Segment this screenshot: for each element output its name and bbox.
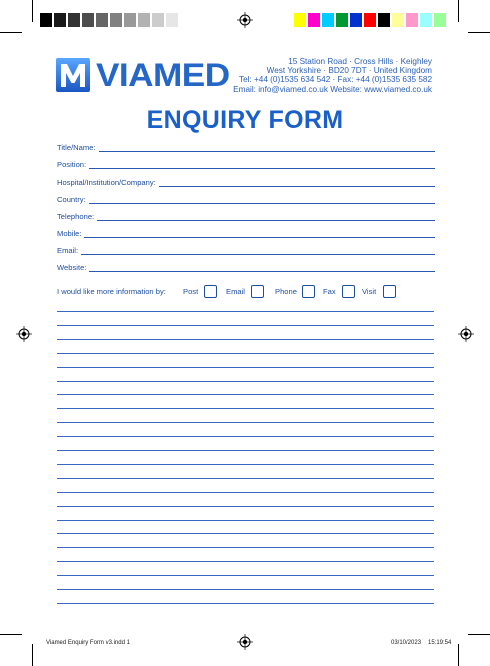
color-swatch (322, 13, 334, 27)
option-label: Visit (362, 287, 377, 296)
post-checkbox[interactable] (204, 285, 217, 298)
registration-mark-top-icon (237, 12, 253, 28)
comment-line[interactable] (57, 381, 434, 382)
comment-line[interactable] (57, 450, 434, 451)
comment-line[interactable] (57, 547, 434, 548)
field-line[interactable] (57, 254, 435, 255)
comment-line[interactable] (57, 353, 434, 354)
address-email-web: Email: info@viamed.co.uk Website: www.viamed.co.uk (233, 85, 432, 94)
field-line[interactable] (57, 168, 435, 169)
gray-swatch (96, 13, 108, 27)
field-line[interactable] (57, 237, 435, 238)
gray-swatch (166, 13, 178, 27)
comment-line[interactable] (57, 478, 434, 479)
comment-line[interactable] (57, 492, 434, 493)
contact-preference-row (57, 285, 437, 299)
color-swatch (406, 13, 418, 27)
comment-line[interactable] (57, 394, 434, 395)
field-label: Hospital/Institution/Company: (57, 178, 159, 187)
footer-time: 15:19:54 (428, 640, 452, 646)
color-swatch (308, 13, 320, 27)
crop-mark-bottom-right-h (468, 634, 490, 635)
fax-checkbox[interactable] (342, 285, 355, 298)
title-name-field[interactable] (57, 141, 435, 153)
field-line[interactable] (57, 203, 435, 204)
field-line[interactable] (57, 220, 435, 221)
option-label: Fax (323, 287, 336, 296)
color-swatch (336, 13, 348, 27)
gray-swatch (124, 13, 136, 27)
field-label: Telephone: (57, 212, 97, 221)
visit-checkbox[interactable] (383, 285, 396, 298)
comment-line[interactable] (57, 367, 434, 368)
email-checkbox[interactable] (251, 285, 264, 298)
comment-line[interactable] (57, 561, 434, 562)
comment-line[interactable] (57, 589, 434, 590)
form-title: ENQUIRY FORM (146, 106, 344, 134)
hospital-institution-company-field[interactable] (57, 176, 435, 188)
field-line[interactable] (57, 271, 435, 272)
field-line[interactable] (57, 151, 435, 152)
comment-line[interactable] (57, 575, 434, 576)
gray-swatch (152, 13, 164, 27)
field-label: Mobile: (57, 229, 84, 238)
gray-swatch (110, 13, 122, 27)
phone-checkbox[interactable] (302, 285, 315, 298)
viamed-m-logo-icon (56, 58, 90, 92)
registration-mark-left-icon (16, 326, 32, 342)
option-label: Phone (275, 287, 297, 296)
field-label: Website: (57, 263, 89, 272)
comment-line[interactable] (57, 422, 434, 423)
option-label: Email (226, 287, 245, 296)
footer-filename: Viamed Enquiry Form v3.indd 1 (46, 640, 130, 646)
gray-swatch (82, 13, 94, 27)
crop-mark-bottom-left (32, 644, 33, 666)
country-field[interactable] (57, 193, 435, 205)
field-label: Position: (57, 160, 89, 169)
color-swatch (420, 13, 432, 27)
gray-swatch (138, 13, 150, 27)
crop-mark-top-right-h (468, 32, 490, 33)
color-swatch (294, 13, 306, 27)
color-swatch (434, 13, 446, 27)
comment-line[interactable] (57, 506, 434, 507)
brand-name: VIAMED (96, 57, 230, 93)
field-label: Title/Name: (57, 143, 99, 152)
field-label: Country: (57, 195, 89, 204)
footer-date: 03/10/2023 (391, 640, 422, 646)
comment-line[interactable] (57, 311, 434, 312)
comment-line[interactable] (57, 464, 434, 465)
comment-line[interactable] (57, 436, 434, 437)
contact-preference-label: I would like more information by: (57, 287, 166, 296)
gray-swatch (68, 13, 80, 27)
address-phone-fax: Tel: +44 (0)1535 634 542 · Fax: +44 (0)1535 635 582 (239, 75, 432, 84)
color-swatch (392, 13, 404, 27)
comment-line[interactable] (57, 339, 434, 340)
option-label: Post (183, 287, 199, 296)
crop-mark-bottom-left-h (0, 634, 22, 635)
email-field[interactable] (57, 244, 435, 256)
crop-mark-top-left (32, 0, 33, 22)
comment-line[interactable] (57, 520, 434, 521)
comment-line[interactable] (57, 325, 434, 326)
color-swatch (364, 13, 376, 27)
registration-mark-bottom-icon (237, 634, 253, 650)
gray-swatch (40, 13, 52, 27)
mobile-field[interactable] (57, 227, 435, 239)
comment-line[interactable] (57, 603, 434, 604)
field-label: Email: (57, 246, 81, 255)
telephone-field[interactable] (57, 210, 435, 222)
position-field[interactable] (57, 158, 435, 170)
color-swatch (350, 13, 362, 27)
gray-swatch (54, 13, 66, 27)
website-field[interactable] (57, 261, 435, 273)
address-line-2: West Yorkshire · BD20 7DT · United Kingdom (266, 66, 432, 75)
comment-line[interactable] (57, 408, 434, 409)
color-swatch (378, 13, 390, 27)
crop-mark-bottom-right (458, 644, 459, 666)
address-line-1: 15 Station Road · Cross Hills · Keighley (288, 57, 432, 66)
comment-line[interactable] (57, 533, 434, 534)
crop-mark-top-left-h (0, 32, 22, 33)
crop-mark-top-right (458, 0, 459, 22)
registration-mark-right-icon (458, 326, 474, 342)
